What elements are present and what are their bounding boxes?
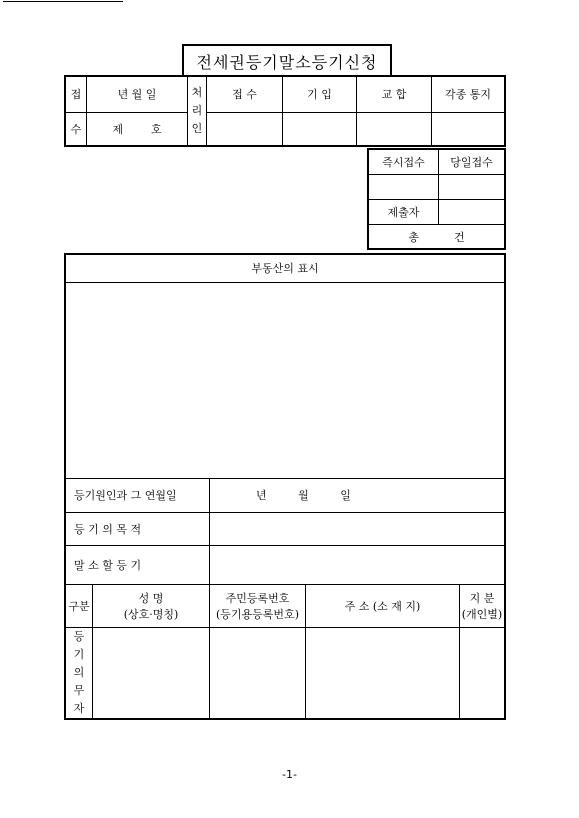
receipt-label-su: 수 xyxy=(65,112,87,146)
obligor-share-cell[interactable] xyxy=(460,627,506,719)
col-check: 교 합 xyxy=(357,76,432,112)
sameday-receipt-label: 당일접수 xyxy=(439,149,506,174)
receipt-cell[interactable] xyxy=(207,112,283,146)
col-address: 주 소 (소 재 지) xyxy=(306,584,460,627)
receipt-label-jeop: 접 xyxy=(65,76,87,112)
notice-cell[interactable] xyxy=(432,112,506,146)
receipt-number: 제 호 xyxy=(87,112,188,146)
check-cell[interactable] xyxy=(357,112,432,146)
entry-cell[interactable] xyxy=(283,112,357,146)
submission-table xyxy=(367,148,506,250)
cancel-registration-cell[interactable] xyxy=(210,545,506,584)
receipt-table xyxy=(64,75,506,147)
col-receipt: 접 수 xyxy=(207,76,283,112)
cause-label: 등기원인과 그 연월일 xyxy=(65,478,210,512)
property-header: 부동산의 표시 xyxy=(65,254,505,282)
total-count: 총 건 xyxy=(368,225,505,249)
col-category: 구분 xyxy=(65,584,93,627)
col-id-number: 주민등록번호 (등기용등록번호) xyxy=(210,584,306,627)
cause-date[interactable]: 년 월 일 xyxy=(210,478,506,512)
col-share: 지 분 (개인별) xyxy=(460,584,506,627)
purpose-cell[interactable] xyxy=(210,512,506,545)
col-name: 성 명 (상호·명칭) xyxy=(93,584,210,627)
obligor-id-cell[interactable] xyxy=(210,627,306,719)
col-entry: 기 입 xyxy=(283,76,357,112)
cancel-registration-label: 말 소 할 등 기 xyxy=(65,545,210,584)
col-notice: 각종 통지 xyxy=(432,76,506,112)
submitter-cell[interactable] xyxy=(439,200,506,225)
page-number: -1- xyxy=(282,768,297,781)
sameday-receipt-cell[interactable] xyxy=(439,174,506,199)
immediate-receipt-cell[interactable] xyxy=(368,174,439,199)
property-description-area[interactable] xyxy=(65,282,505,478)
obligor-label: 등 기 의 무 자 xyxy=(65,627,93,719)
obligor-name-cell[interactable] xyxy=(93,627,210,719)
submitter-label: 제출자 xyxy=(368,200,439,225)
obligor-address-cell[interactable] xyxy=(306,627,460,719)
immediate-receipt-label: 즉시접수 xyxy=(368,149,439,174)
handler-label: 처 리 인 xyxy=(188,76,207,146)
top-rule xyxy=(3,1,123,2)
receipt-date: 년 월 일 xyxy=(87,76,188,112)
purpose-label: 등 기 의 목 적 xyxy=(65,512,210,545)
main-form-table xyxy=(64,253,506,720)
form-title: 전세권등기말소등기신청 xyxy=(182,44,392,76)
